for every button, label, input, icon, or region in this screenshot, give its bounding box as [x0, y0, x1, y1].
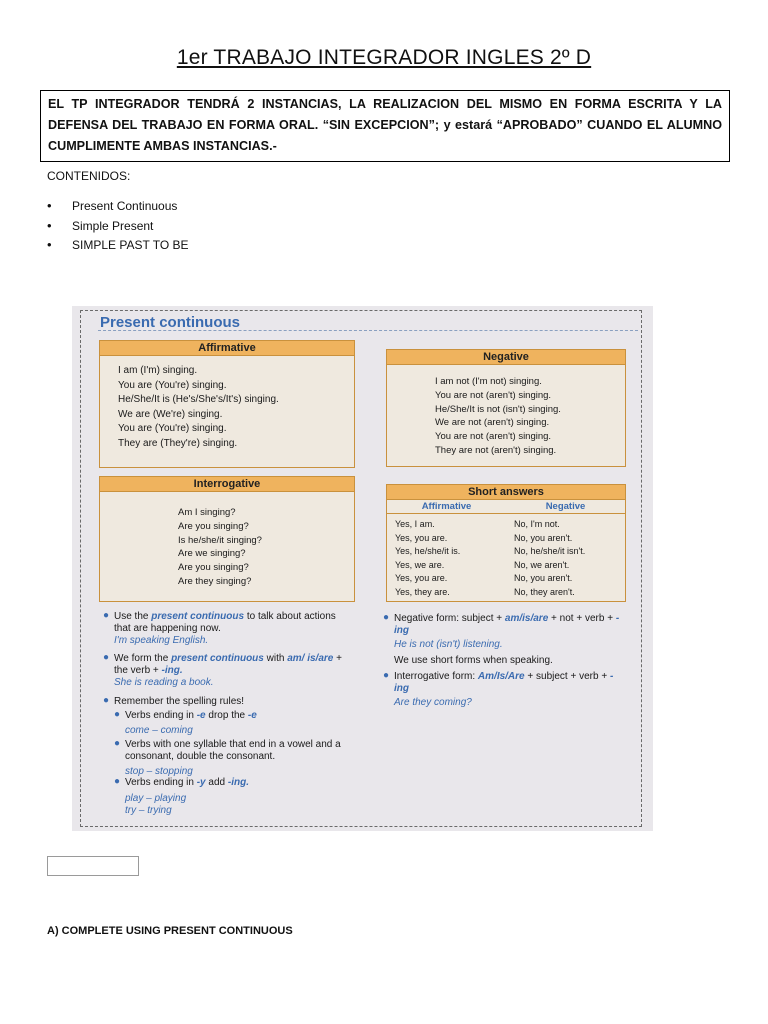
- affirmative-line: We are (We're) singing.: [118, 408, 223, 420]
- notice-box: EL TP INTEGRADOR TENDRÁ 2 INSTANCIAS, LA REALIZACION DEL MISMO EN FORMA ESCRITA Y LA DEFENSA DEL TRABAJO EN FORMA ORAL. “SIN EXCEPCION”; y estará “APROBADO” CUANDO EL ALUMNO CUMPLIMENTE AMBAS INSTANCIAS.-: [40, 90, 730, 162]
- sa-neg: No, I'm not.: [514, 519, 560, 529]
- negative-line: They are not (aren't) singing.: [435, 444, 557, 456]
- grammar-title: Present continuous: [100, 314, 241, 331]
- sa-aff: Yes, I am.: [395, 519, 435, 529]
- sa-neg: No, we aren't.: [514, 559, 570, 570]
- bullet-dot: ●: [114, 776, 121, 787]
- note-example: She is reading a book.: [114, 677, 214, 688]
- note-keyword: -ing.: [161, 665, 183, 676]
- interrogative-line: Are they singing?: [178, 575, 252, 587]
- negative-line: He/She/It is not (isn't) singing.: [435, 403, 561, 415]
- contents-item: • Present Continuous: [47, 199, 189, 219]
- bullet-dot: ●: [103, 610, 110, 621]
- short-answers-box: [386, 484, 626, 602]
- note-keyword: Am/Is/Are: [477, 671, 525, 682]
- rule-double-consonant: [125, 739, 350, 778]
- short-answer-row: [387, 518, 625, 532]
- note-text: add: [205, 777, 228, 788]
- contents-list: [47, 199, 189, 258]
- interrogative-line: Are you singing?: [178, 520, 249, 532]
- negative-box: [386, 349, 626, 467]
- short-answer-row: [387, 545, 625, 559]
- sa-aff: Yes, he/she/it is.: [395, 546, 461, 557]
- bullet-dot: ●: [383, 612, 390, 623]
- note-text: Use the: [114, 611, 152, 622]
- note-text: drop the: [205, 710, 248, 721]
- interrogative-lines: [100, 492, 354, 589]
- sa-aff: Yes, they are.: [395, 586, 450, 597]
- note-keyword: -e: [247, 710, 257, 721]
- note-text: Verbs with one syllable that end in a vowel and a consonant, double the consonant.: [125, 739, 341, 762]
- contents-item: • Simple Present: [47, 219, 189, 239]
- sa-aff: Yes, you are.: [395, 573, 448, 584]
- rule-drop-e: [125, 710, 355, 737]
- note-negative-form: [394, 613, 624, 667]
- affirmative-header: Affirmative: [100, 341, 354, 356]
- contents-item: • SIMPLE PAST TO BE: [47, 238, 189, 258]
- note-text: to talk about actions that are happening now.: [114, 611, 336, 634]
- sa-neg: No, he/she/it isn't.: [514, 546, 586, 557]
- short-answers-header: Short answers: [387, 485, 625, 500]
- col-affirmative: Affirmative: [421, 501, 472, 512]
- sa-aff: Yes, we are.: [395, 559, 445, 570]
- short-answer-row: [387, 532, 625, 546]
- interrogative-line: Are we singing?: [178, 548, 246, 560]
- empty-text-box[interactable]: [47, 856, 139, 876]
- affirmative-line: You are (You're) singing.: [118, 379, 227, 391]
- note-keyword: present continuous: [171, 653, 264, 664]
- affirmative-lines: [100, 356, 354, 452]
- grammar-scan-image: [72, 306, 653, 831]
- sa-neg: No, they aren't.: [514, 586, 575, 597]
- note-example: stop – stopping: [125, 766, 193, 777]
- negative-line: I am not (I'm not) singing.: [435, 376, 542, 387]
- col-negative: Negative: [545, 501, 586, 512]
- contents-label: CONTENIDOS:: [47, 169, 131, 183]
- interrogative-header: Interrogative: [100, 477, 354, 492]
- short-answer-row: [387, 586, 625, 600]
- note-example: try – trying: [125, 805, 172, 816]
- note-example: Are they coming?: [394, 697, 472, 708]
- note-text: + subject + verb +: [524, 671, 610, 682]
- affirmative-line: They are (They're) singing.: [118, 437, 238, 449]
- bullet-dot: ●: [103, 652, 110, 663]
- note-text: Negative form: subject +: [394, 613, 505, 624]
- sa-neg: No, you aren't.: [514, 573, 573, 584]
- sa-neg: No, you aren't.: [514, 532, 573, 543]
- note-text: Interrogative form:: [394, 671, 478, 682]
- note-example: He is not (isn't) listening.: [394, 639, 503, 650]
- bullet-dot: ●: [383, 670, 390, 681]
- bullet-dot: ●: [114, 738, 121, 749]
- note-keyword: -ing.: [227, 777, 249, 788]
- affirmative-line: You are (You're) singing.: [118, 423, 227, 435]
- note-text: We form the: [114, 653, 172, 664]
- note-text: Verbs ending in: [125, 710, 197, 721]
- note-text: We use short forms when speaking.: [394, 655, 553, 666]
- note-text: + the verb +: [114, 653, 342, 676]
- short-answers-rows: [387, 514, 625, 600]
- page-title: 1er TRABAJO INTEGRADOR INGLES 2º D: [176, 46, 592, 69]
- affirmative-line: He/She/It is (He's/She's/It's) singing.: [118, 394, 279, 406]
- note-example: play – playing: [125, 793, 187, 804]
- note-text: with: [263, 653, 288, 664]
- sa-aff: Yes, you are.: [395, 532, 448, 543]
- interrogative-line: Am I singing?: [178, 507, 236, 518]
- negative-line: You are not (aren't) singing.: [435, 431, 552, 443]
- note-keyword: -ing: [394, 613, 620, 636]
- note-keyword: present continuous: [151, 611, 245, 622]
- note-keyword: am/ is/are: [287, 653, 334, 664]
- note-interrogative-form: [394, 671, 624, 709]
- note-example: I'm speaking English.: [114, 635, 209, 646]
- short-answer-row: [387, 572, 625, 586]
- negative-lines: [387, 365, 625, 458]
- negative-header: Negative: [387, 350, 625, 365]
- negative-line: We are not (aren't) singing.: [435, 417, 550, 429]
- short-answer-row: [387, 559, 625, 573]
- note-keyword: -e: [196, 710, 206, 721]
- rule-y-ing: [125, 777, 355, 817]
- affirmative-line: I am (I'm) singing.: [118, 365, 198, 376]
- note-keyword: am/is/are: [504, 613, 549, 624]
- interrogative-line: Is he/she/it singing?: [178, 534, 262, 546]
- note-keyword: -y: [196, 777, 206, 788]
- short-answers-columns: [387, 500, 625, 514]
- bullet-dot: ●: [103, 695, 110, 706]
- note-text: + not + verb +: [548, 613, 616, 624]
- affirmative-box: [99, 340, 355, 468]
- note-text: Verbs ending in: [125, 777, 197, 788]
- negative-line: You are not (aren't) singing.: [435, 389, 552, 401]
- section-a-heading: A) COMPLETE USING PRESENT CONTINUOUS: [47, 925, 293, 937]
- title-divider: [98, 330, 638, 331]
- interrogative-line: Are you singing?: [178, 562, 249, 574]
- note-text: Remember the spelling rules!: [114, 696, 245, 707]
- note-usage: [114, 611, 354, 647]
- bullet-dot: ●: [114, 709, 121, 720]
- interrogative-box: [99, 476, 355, 602]
- note-keyword: -ing: [394, 671, 614, 694]
- note-example: come – coming: [125, 725, 193, 736]
- note-spelling: [114, 696, 354, 708]
- note-form: [114, 653, 354, 689]
